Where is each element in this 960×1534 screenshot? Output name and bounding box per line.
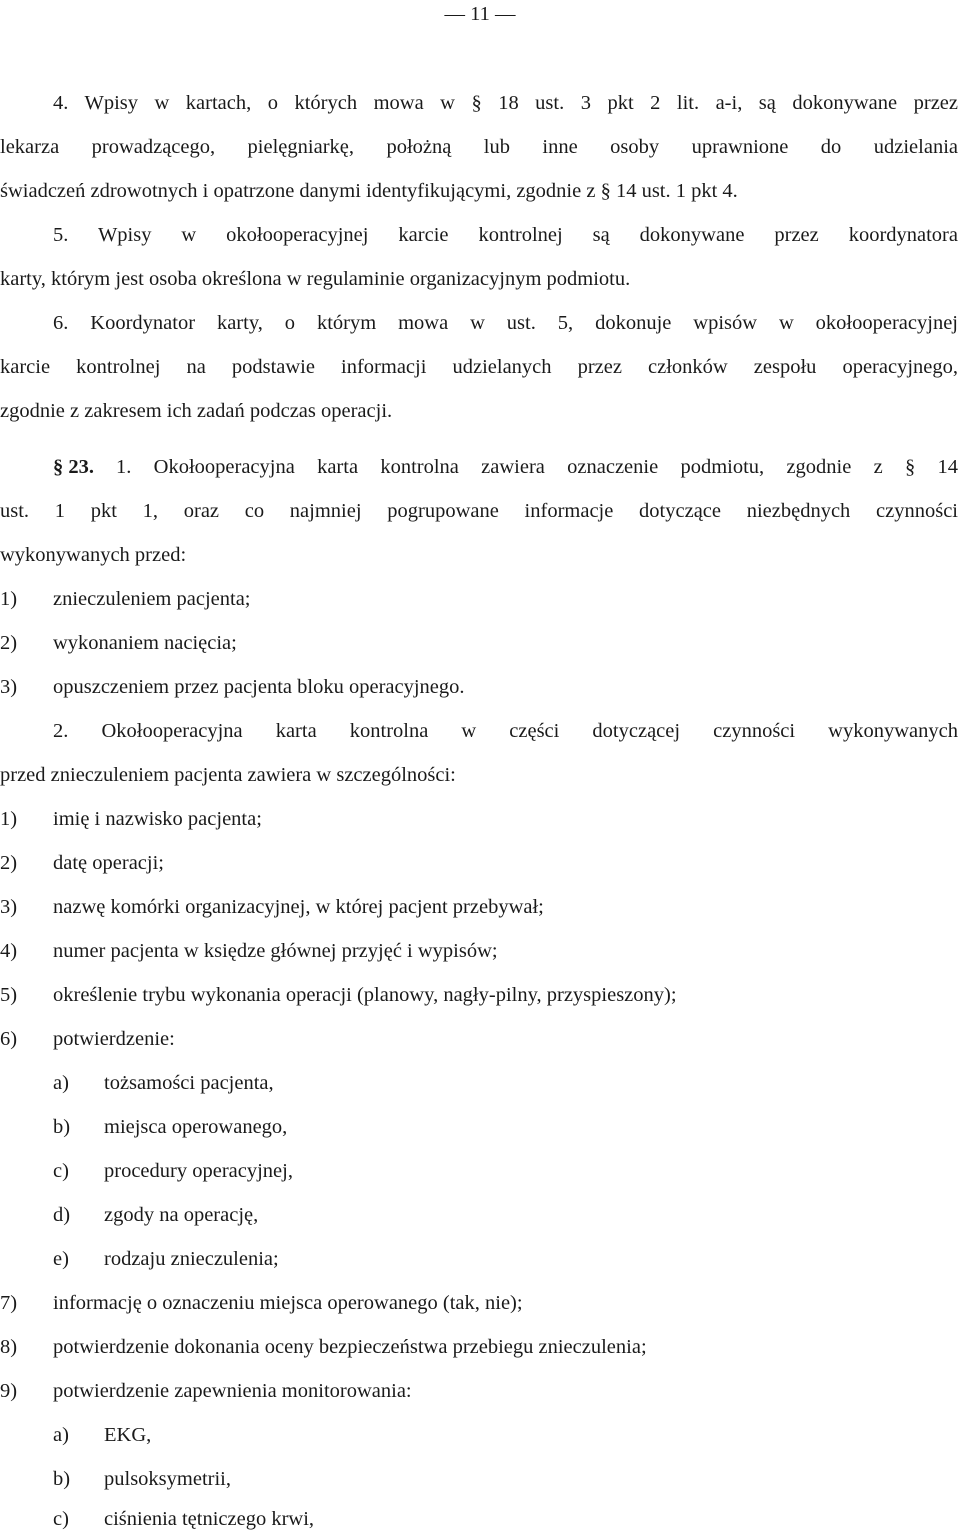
list-item-text: określenie trybu wykonania operacji (planowy, nagły-pilny, przyspieszony); [53,984,677,1006]
paragraph-23-line-3: wykonywanych przed: [0,544,187,566]
sub-list-item-text: EKG, [104,1424,152,1446]
list-item-number: 4) [0,940,18,962]
section-4-line-2: lekarza prowadzącego, pielęgniarkę, położną lub inne osoby uprawnione do udzielania [0,136,958,158]
list-item-number: 1) [0,588,18,610]
paragraph-23-line-2: ust. 1 pkt 1, oraz co najmniej pogrupowane informacje dotyczące niezbędnych czynności [0,500,958,522]
section-4-line-1: 4. Wpisy w kartach, o których mowa w § 18 ust. 3 pkt 2 lit. a-i, są dokonywane przez [53,92,958,114]
paragraph-23-header: § 23. [53,456,94,478]
sub-list-item-text: zgody na operację, [104,1204,259,1226]
list-item-text: numer pacjenta w księdze głównej przyjęć i wypisów; [53,940,498,962]
list-item-number: 5) [0,984,18,1006]
sub-list-item-letter: c) [53,1508,69,1530]
list-item-text: potwierdzenie zapewnienia monitorowania: [53,1380,412,1402]
paragraph-23-line-1: 1. Okołooperacyjna karta kontrolna zawiera oznaczenie podmiotu, zgodnie z § 14 [116,456,958,478]
section-6-line-3: zgodnie z zakresem ich zadań podczas operacji. [0,400,393,422]
list-item-number: 2) [0,632,18,654]
section-4-line-3: świadczeń zdrowotnych i opatrzone danymi identyfikującymi, zgodnie z § 14 ust. 1 pkt 4. [0,180,738,202]
sub-list-item-letter: b) [53,1116,71,1138]
sub-list-item-text: pulsoksymetrii, [104,1468,231,1490]
list-item-text: nazwę komórki organizacyjnej, w której pacjent przebywał; [53,896,544,918]
section-5-line-2: karty, którym jest osoba określona w regulaminie organizacyjnym podmiotu. [0,268,631,290]
sub-list-item-text: miejsca operowanego, [104,1116,288,1138]
list-item-text: wykonaniem nacięcia; [53,632,237,654]
sub-list-item-letter: b) [53,1468,71,1490]
sub-list-item-letter: a) [53,1424,69,1446]
sub-list-item-text: tożsamości pacjenta, [104,1072,274,1094]
list-item-text: opuszczeniem przez pacjenta bloku operacyjnego. [53,676,465,698]
list-item-number: 2) [0,852,18,874]
paragraph-23-ust-2-line-1: 2. Okołooperacyjna karta kontrolna w części dotyczącej czynności wykonywanych [53,720,958,742]
section-6-line-2: karcie kontrolnej na podstawie informacji udzielanych przez członków zespołu operacyjnego, [0,356,958,378]
sub-list-item-letter: e) [53,1248,69,1270]
paragraph-23-ust-2-line-2: przed znieczuleniem pacjenta zawiera w szczególności: [0,764,456,786]
list-item-number: 9) [0,1380,18,1402]
list-item-number: 8) [0,1336,18,1358]
section-6-line-1: 6. Koordynator karty, o którym mowa w ust. 5, dokonuje wpisów w okołooperacyjnej [53,312,958,334]
list-item-number: 3) [0,676,18,698]
page-number: — 11 — [444,3,516,25]
list-item-text: potwierdzenie: [53,1028,175,1050]
sub-list-item-letter: d) [53,1204,71,1226]
list-item-number: 7) [0,1292,18,1314]
section-5-line-1: 5. Wpisy w okołooperacyjnej karcie kontrolnej są dokonywane przez koordynatora [53,224,958,246]
list-item-text: znieczuleniem pacjenta; [53,588,251,610]
sub-list-item-text: procedury operacyjnej, [104,1160,293,1182]
list-item-text: datę operacji; [53,852,164,874]
list-item-text: imię i nazwisko pacjenta; [53,808,262,830]
list-item-text: potwierdzenie dokonania oceny bezpieczeństwa przebiegu znieczulenia; [53,1336,647,1358]
sub-list-item-letter: a) [53,1072,69,1094]
sub-list-item-letter: c) [53,1160,69,1182]
list-item-number: 1) [0,808,18,830]
list-item-text: informację o oznaczeniu miejsca operowanego (tak, nie); [53,1292,523,1314]
sub-list-item-text: rodzaju znieczulenia; [104,1248,279,1270]
list-item-number: 6) [0,1028,18,1050]
sub-list-item-text: ciśnienia tętniczego krwi, [104,1508,315,1530]
list-item-number: 3) [0,896,18,918]
